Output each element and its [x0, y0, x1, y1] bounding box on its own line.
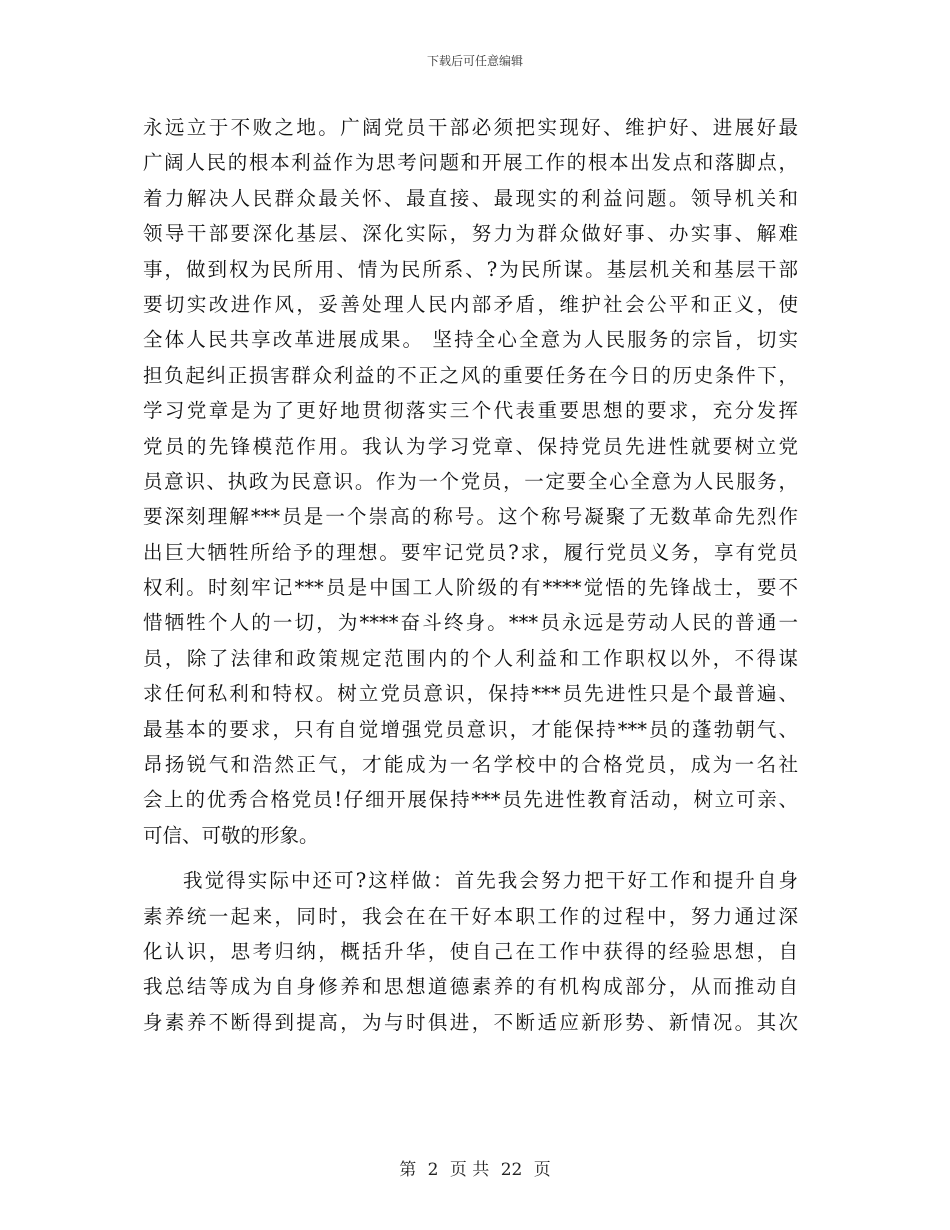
current-page-number: 2: [427, 1160, 439, 1180]
document-body: [143, 110, 798, 1040]
text-line: 求任何私利和特权。树立党员意识，保持***员先进性只是个最普遍、: [143, 682, 798, 706]
text-line: 着力解决人民群众最关怀、最直接、最现实的利益问题。领导机关和: [143, 186, 798, 210]
text-line: 要切实改进作风，妥善处理人民内部矛盾，维护社会公平和正义，使: [143, 292, 798, 316]
footer-middle: 页 共: [449, 1160, 490, 1180]
text-line: 员意识、执政为民意识。作为一个党员，一定要全心全意为人民服务，: [143, 469, 798, 493]
text-line: 员，除了法律和政策规定范围内的个人利益和工作职权以外，不得谋: [143, 646, 798, 670]
footer-prefix: 第: [399, 1160, 417, 1180]
text-line: 全体人民共享改革进展成果。 坚持全心全意为人民服务的宗旨，切实: [143, 328, 798, 352]
text-line: 可信、可敬的形象。: [143, 823, 319, 847]
text-line: 要深刻理解***员是一个崇高的称号。这个称号凝聚了无数革命先烈作: [143, 505, 798, 529]
text-line: 身素养不断得到提高，为与时俱进，不断适应新形势、新情况。其次: [143, 1010, 798, 1034]
footer-suffix: 页: [533, 1160, 551, 1180]
text-line: 我总结等成为自身修养和思想道德素养的有机构成部分，从而推动自: [143, 975, 798, 999]
text-line: 会上的优秀合格党员!仔细开展保持***员先进性教育活动，树立可亲、: [143, 788, 798, 812]
text-line: 永远立于不败之地。广阔党员干部必须把实现好、维护好、进展好最: [143, 116, 798, 139]
text-line: 事，做到权为民所用、情为民所系、?为民所谋。基层机关和基层干部: [143, 257, 798, 281]
text-line: 素养统一起来，同时，我会在在干好本职工作的过程中，努力通过深: [143, 904, 798, 928]
text-line: 出巨大牺牲所给予的理想。要牢记党员?求，履行党员义务，享有党员: [143, 540, 798, 564]
paragraph-2: [143, 863, 798, 1040]
paragraph-gap: [143, 853, 798, 863]
text-line: 党员的先锋模范作用。我认为学习党章、保持党员先进性就要树立党: [143, 434, 798, 458]
text-line: 惜牺牲个人的一切，为****奋斗终身。***员永远是劳动人民的普通一: [143, 611, 798, 635]
text-line: 学习党章是为了更好地贯彻落实三个代表重要思想的要求，充分发挥: [143, 399, 798, 423]
text-line: 担负起纠正损害群众利益的不正之风的重要任务在今日的历史条件下，: [143, 363, 798, 387]
text-line: 化认识，思考归纳，概括升华，使自己在工作中获得的经验思想，自: [143, 939, 798, 963]
text-line: 我觉得实际中还可?这样做：首先我会努力把干好工作和提升自身: [183, 869, 798, 893]
page-footer: [0, 1155, 950, 1180]
text-line: 昂扬锐气和浩然正气，才能成为一名学校中的合格党员，成为一名社: [143, 753, 798, 777]
paragraph-1: [143, 110, 798, 853]
text-line: 领导干部要深化基层、深化实际，努力为群众做好事、办实事、解难: [143, 222, 798, 246]
text-line: 权利。时刻牢记***员是中国工人阶级的有****觉悟的先锋战士，要不: [143, 576, 798, 600]
text-line: 广阔人民的根本利益作为思考问题和开展工作的根本出发点和落脚点，: [143, 151, 798, 175]
page-header: 下载后可任意编辑: [426, 54, 523, 68]
text-line: 最基本的要求，只有自觉增强党员意识，才能保持***员的蓬勃朝气、: [143, 717, 798, 741]
total-page-count: 22: [500, 1160, 523, 1180]
